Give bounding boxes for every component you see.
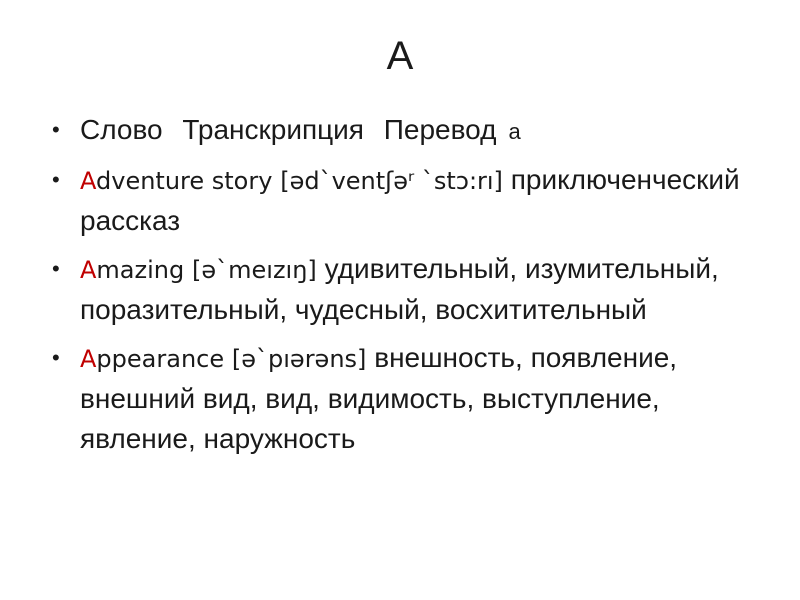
entry-translation: внешность, появление, внешний вид, вид, видимость, выступление, явление, наружность <box>80 342 678 454</box>
entry-word <box>80 167 272 195</box>
bullet-dot-icon: • <box>52 256 60 281</box>
header-translation-main: Перевод <box>383 114 497 145</box>
entry-initial: A <box>80 256 97 284</box>
entry-rest: mazing <box>96 256 185 284</box>
entry-rest: ppearance <box>96 345 225 373</box>
entry-transcription: [ə`pıərəns] <box>231 345 367 373</box>
entry-translation: приключенческий рассказ <box>80 164 740 236</box>
list-item-amazing <box>50 249 750 330</box>
header-translation <box>384 114 521 145</box>
entry-initial: A <box>80 167 96 195</box>
bullet-list <box>50 110 750 467</box>
list-item-appearance <box>50 338 750 459</box>
header-transcription: Транскрипция <box>182 114 364 145</box>
slide-title: A <box>386 34 414 78</box>
entry-transcription: [əd`ventʃəʳ `stɔ:rı] <box>280 167 503 195</box>
entry-transcription: [ə`meızıŋ] <box>192 256 317 284</box>
bullet-dot-icon: • <box>52 345 60 370</box>
header-translation-tail: a <box>508 119 521 144</box>
entry-initial: A <box>80 345 97 373</box>
entry-word <box>80 345 224 373</box>
entry-word <box>80 256 184 284</box>
header-row <box>80 114 521 145</box>
list-item-adventure <box>50 160 750 241</box>
entry-rest: dventure story <box>96 167 273 195</box>
bullet-dot-icon: • <box>52 117 60 142</box>
entry-translation: удивительный, изумительный, поразительный, чудесный, восхитительный <box>80 253 719 325</box>
header-word: Слово <box>80 114 163 145</box>
list-item-header <box>50 110 750 152</box>
bullet-dot-icon: • <box>52 167 60 192</box>
